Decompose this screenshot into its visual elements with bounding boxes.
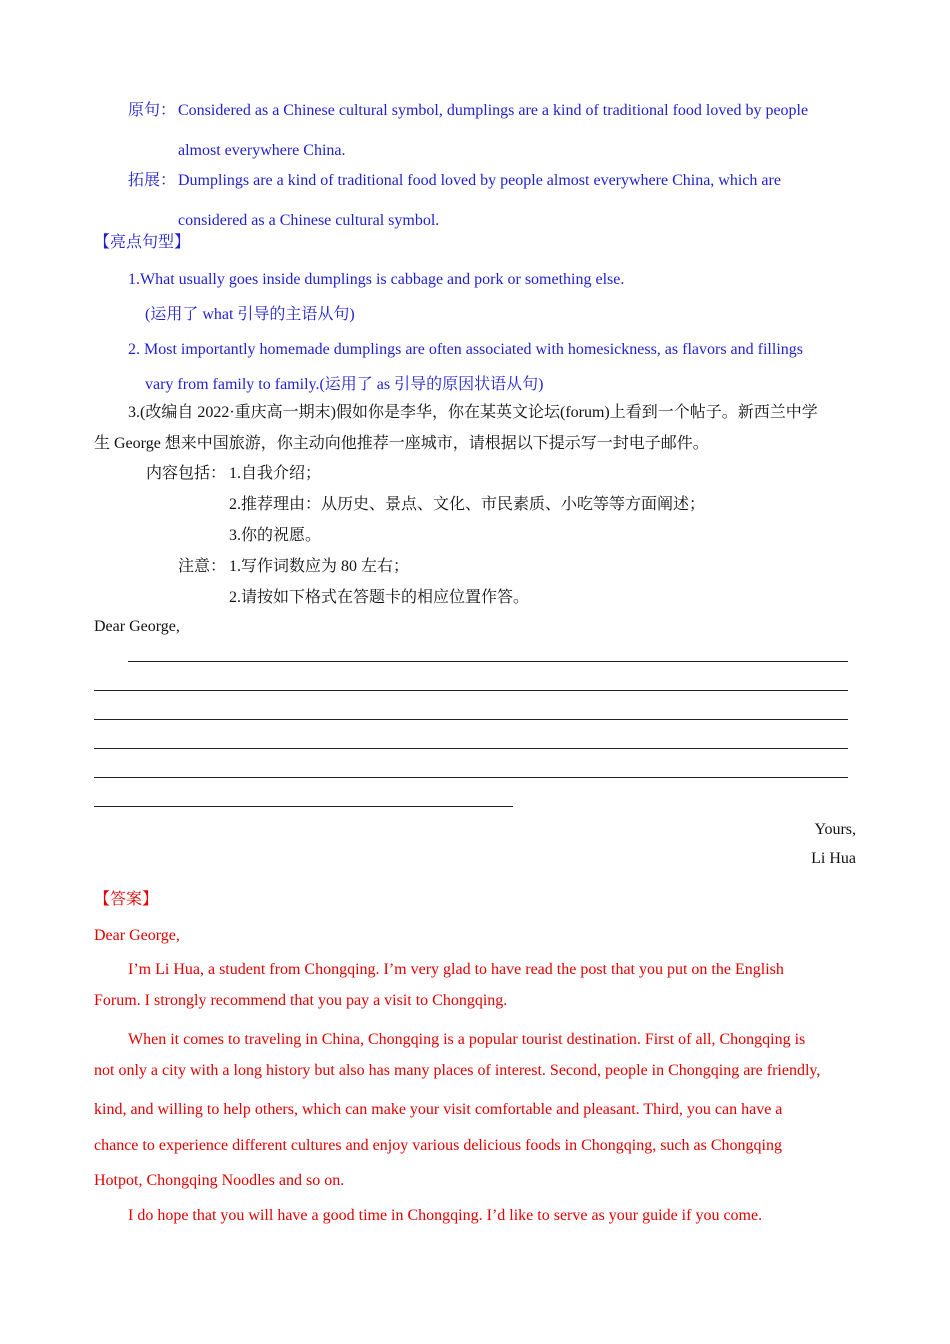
answer-p3-line1: I do hope that you will have a good time in Chongqing. I’d like to serve as your guide if you come.	[128, 1207, 763, 1224]
original-sentence-line1: Considered as a Chinese cultural symbol, dumplings are a kind of traditional food loved by people	[178, 102, 809, 119]
answer-p1-line2: Forum. I strongly recommend that you pay a visit to Chongqing.	[94, 992, 508, 1009]
answer-p2-line4: chance to experience different cultures and enjoy various delicious foods in Chongqing, such as Chongqing	[94, 1137, 782, 1154]
highlight-sentence-2-line2: vary from family to family.(运用了 as 引导的原因状语从句)	[145, 376, 544, 393]
content-label: 内容包括：	[146, 465, 227, 482]
answer-p2-line5: Hotpot, Chongqing Noodles and so on.	[94, 1172, 345, 1189]
highlight-sentence-2-line1: 2. Most importantly homemade dumplings are often associated with homesickness, as flavors and fillings	[128, 341, 803, 358]
answer-p2-line3: kind, and willing to help others, which can make your visit comfortable and pleasant. Third, you can have a	[94, 1101, 783, 1118]
task-prompt-line1: 3.(改编自 2022·重庆高一期末)假如你是李华，你在某英文论坛(forum)上看到一个帖子。新西兰中学	[128, 404, 818, 421]
answer-line-6	[94, 806, 513, 807]
letter-closing: Yours,	[814, 821, 856, 838]
answer-line-3	[94, 719, 848, 720]
task-prompt-line2: 生 George 想来中国旅游，你主动向他推荐一座城市，请根据以下提示写一封电子邮件。	[94, 435, 709, 452]
answer-line-5	[94, 777, 848, 778]
answer-line-2	[94, 690, 848, 691]
original-label: 原句：	[128, 102, 177, 119]
highlight-sentence-1-note: (运用了 what 引导的主语从句)	[145, 306, 355, 323]
expand-sentence-line2: considered as a Chinese cultural symbol.	[178, 212, 440, 229]
original-sentence-line2: almost everywhere China.	[178, 142, 346, 159]
answer-salutation: Dear George,	[94, 927, 180, 944]
content-item-1: 1.自我介绍；	[229, 465, 322, 482]
expand-sentence-line1: Dumplings are a kind of traditional food loved by people almost everywhere China, which are	[178, 172, 781, 189]
letter-signature: Li Hua	[811, 850, 856, 867]
answer-heading: 【答案】	[94, 891, 159, 908]
expand-label: 拓展：	[128, 172, 177, 189]
letter-salutation: Dear George,	[94, 618, 180, 635]
content-item-2: 2.推荐理由：从历史、景点、文化、市民素质、小吃等等方面阐述；	[229, 496, 706, 513]
answer-line-4	[94, 748, 848, 749]
answer-p2-line2: not only a city with a long history but also has many places of interest. Second, people in Chongqing are friendly,	[94, 1062, 821, 1079]
note-item-2: 2.请按如下格式在答题卡的相应位置作答。	[229, 589, 530, 606]
answer-line-1	[128, 661, 848, 662]
highlight-sentence-1-line1: 1.What usually goes inside dumplings is cabbage and pork or something else.	[128, 271, 625, 288]
content-item-3: 3.你的祝愿。	[229, 527, 322, 544]
highlights-heading: 【亮点句型】	[94, 234, 191, 251]
notes-label: 注意：	[178, 558, 227, 575]
answer-p1-line1: I’m Li Hua, a student from Chongqing. I’m very glad to have read the post that you put on the English	[128, 961, 784, 978]
note-item-1: 1.写作词数应为 80 左右；	[229, 558, 410, 575]
answer-p2-line1: When it comes to traveling in China, Chongqing is a popular tourist destination. First of all, Chongqing is	[128, 1031, 806, 1048]
